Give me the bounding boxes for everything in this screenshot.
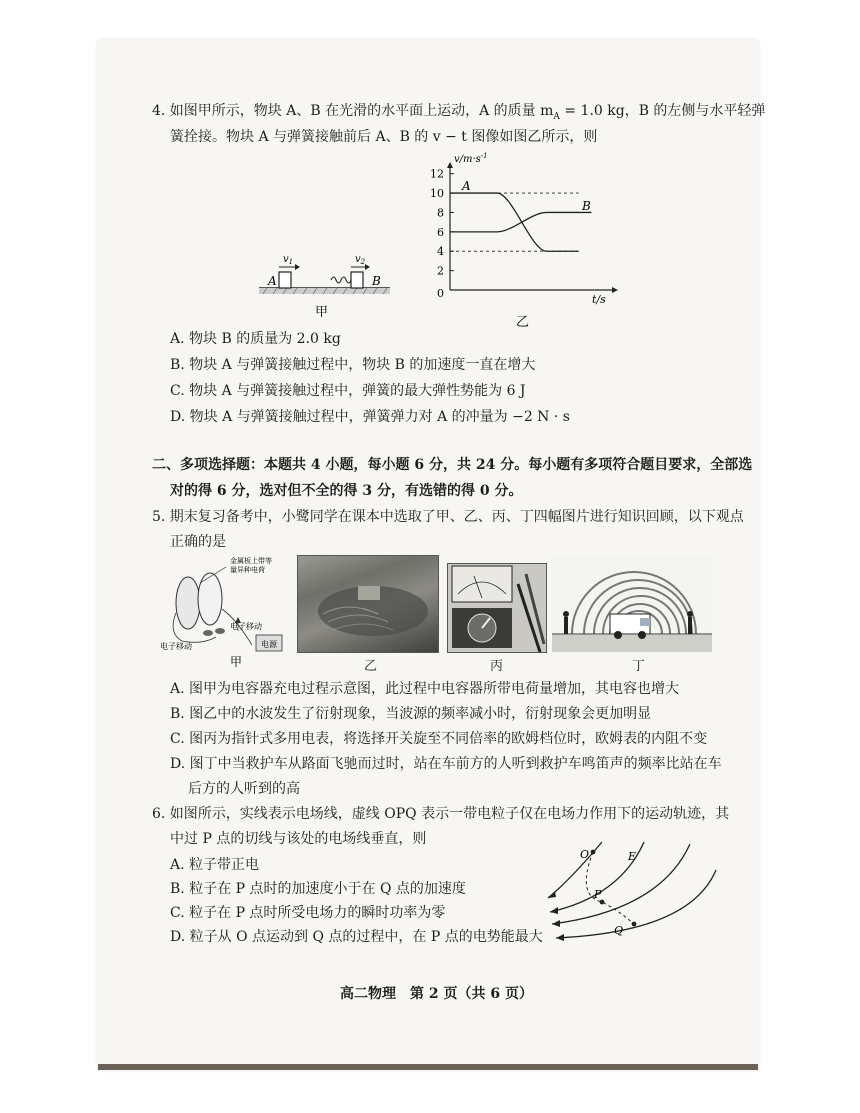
q5-option-b: B. 图乙中的水波发生了衍射现象，当波源的频率减小时，衍射现象会更加明显 xyxy=(170,706,652,722)
q4-figure-jia xyxy=(255,252,395,322)
v2-label: $v_2$ xyxy=(355,254,366,266)
vt-ytick-label: 10 xyxy=(430,187,444,201)
vt-x-arrow xyxy=(612,287,618,293)
vt-ytick-label: 6 xyxy=(437,225,444,239)
note-2: 量异种电荷 xyxy=(230,566,265,574)
q5-option-c: C. 图丙为指针式多用电表，将选择开关旋至不同倍率的欧姆档位时，欧姆表的内阻不变 xyxy=(170,731,708,747)
page-footer: 高二物理 第 2 页（共 6 页） xyxy=(340,986,533,1002)
vt-label-a: A xyxy=(462,179,471,193)
note-1: 金属板上带等 xyxy=(230,557,272,565)
q6-option-c: C. 粒子在 P 点时所受电场力的瞬时功率为零 xyxy=(170,905,446,921)
spring-icon xyxy=(331,277,351,283)
q4-option-b: B. 物块 A 与弹簧接触过程中，物块 B 的加速度一直在增大 xyxy=(170,357,536,373)
caption-yi: 乙 xyxy=(364,659,378,674)
section2-header-line1: 二、多项选择题：本题共 4 小题，每小题 6 分，共 24 分。每小题有多项符合题目要求，全部选 xyxy=(152,457,753,473)
q4-stem-line2: 簧拴接。物块 A 与弹簧接触前后 A、B 的 v − t 图像如图乙所示，则 xyxy=(170,129,598,145)
vt-ytick-label: 8 xyxy=(437,206,444,220)
electron-left: 电子移动 xyxy=(160,642,192,651)
q5-figure-yi-water-photo xyxy=(297,555,439,653)
vt-xlabel: t/s xyxy=(592,293,606,306)
vt-origin: 0 xyxy=(437,287,444,300)
label-a: A xyxy=(268,274,277,288)
battery-label: 电源 xyxy=(261,640,277,649)
q5-option-a: A. 图甲为电容器充电过程示意图，此过程中电容器所带电荷量增加，其电容也增大 xyxy=(170,681,680,697)
q4-figure-yi-vt-chart xyxy=(420,150,620,335)
q5-figure-jia-capacitor xyxy=(158,553,293,668)
vt-ytick-label: 2 xyxy=(437,264,444,278)
vt-series xyxy=(450,193,591,251)
q6-option-b: B. 粒子在 P 点时的加速度小于在 Q 点的加速度 xyxy=(170,881,466,897)
vt-series-b xyxy=(450,212,591,231)
block-a xyxy=(279,272,291,288)
label-b: B xyxy=(372,274,381,288)
electron-mid: 电子移动 xyxy=(230,622,262,631)
v1-label: $v_1$ xyxy=(283,254,294,266)
q5-stem-line1: 5. 期末复习备考中，小鹭同学在课本中选取了甲、乙、丙、丁四幅图片进行知识回顾，以下观点 xyxy=(152,509,744,525)
q4-option-a: A. 物块 B 的质量为 2.0 kg xyxy=(170,331,341,347)
q5-figure-ding-doppler xyxy=(552,556,712,652)
field-e: E xyxy=(628,850,637,863)
q6-option-d: D. 粒子从 O 点运动到 Q 点的过程中，在 P 点的电势能最大 xyxy=(170,929,543,945)
point-q: Q xyxy=(614,924,624,937)
q6-stem-line2: 中过 P 点的切线与该处的电场线垂直，则 xyxy=(170,831,427,847)
block-b xyxy=(351,272,363,288)
caption-jia: 甲 xyxy=(315,305,329,320)
q5-option-d-line2: 后方的人听到的高 xyxy=(188,781,300,797)
q4-option-d: D. 物块 A 与弹簧接触过程中，弹簧弹力对 A 的冲量为 −2 N · s xyxy=(170,409,570,425)
vt-axes xyxy=(447,162,618,293)
vt-ytick-label: 12 xyxy=(430,167,444,181)
vt-ytick-label: 4 xyxy=(437,245,444,259)
q6-option-a: A. 粒子带正电 xyxy=(170,857,260,873)
caption-jia: 甲 xyxy=(230,655,243,668)
q6-stem-line1: 6. 如图所示，实线表示电场线，虚线 OPQ 表示一带电粒子仅在电场力作用下的运动轨迹，其 xyxy=(152,806,730,822)
caption-bing: 丙 xyxy=(490,659,504,674)
q5-stem-line2: 正确的是 xyxy=(170,534,226,550)
vt-series-a xyxy=(450,193,579,251)
scan-edge xyxy=(98,1064,758,1070)
vt-ylabel: $v/m\cdot s^{-1}$ xyxy=(454,152,488,165)
vt-label-b: B xyxy=(582,199,591,213)
point-p: P xyxy=(594,888,602,901)
section2-header-line2: 对的得 6 分，选对但不全的得 3 分，有选错的得 0 分。 xyxy=(170,483,523,499)
point-o: O xyxy=(580,848,590,861)
caption-yi: 乙 xyxy=(516,315,530,330)
caption-ding: 丁 xyxy=(632,659,646,674)
q5-figure-bing-multimeter xyxy=(447,563,547,653)
q5-option-d: D. 图丁中当救护车从路面飞驰而过时，站在车前方的人听到救护车鸣笛声的频率比站在车 xyxy=(170,756,722,772)
vt-dashed-guides xyxy=(450,193,579,251)
q6-figure-field-lines xyxy=(540,840,720,945)
q4-option-c: C. 物块 A 与弹簧接触过程中，弹簧的最大弹性势能为 6 J xyxy=(170,383,526,399)
vt-y-arrow xyxy=(447,162,453,168)
q4-stem-line1: 4. 如图甲所示，物块 A、B 在光滑的水平面上运动，A 的质量 $m_A = 1.0$ kg，B 的左侧与水平轻弹 xyxy=(152,103,766,122)
